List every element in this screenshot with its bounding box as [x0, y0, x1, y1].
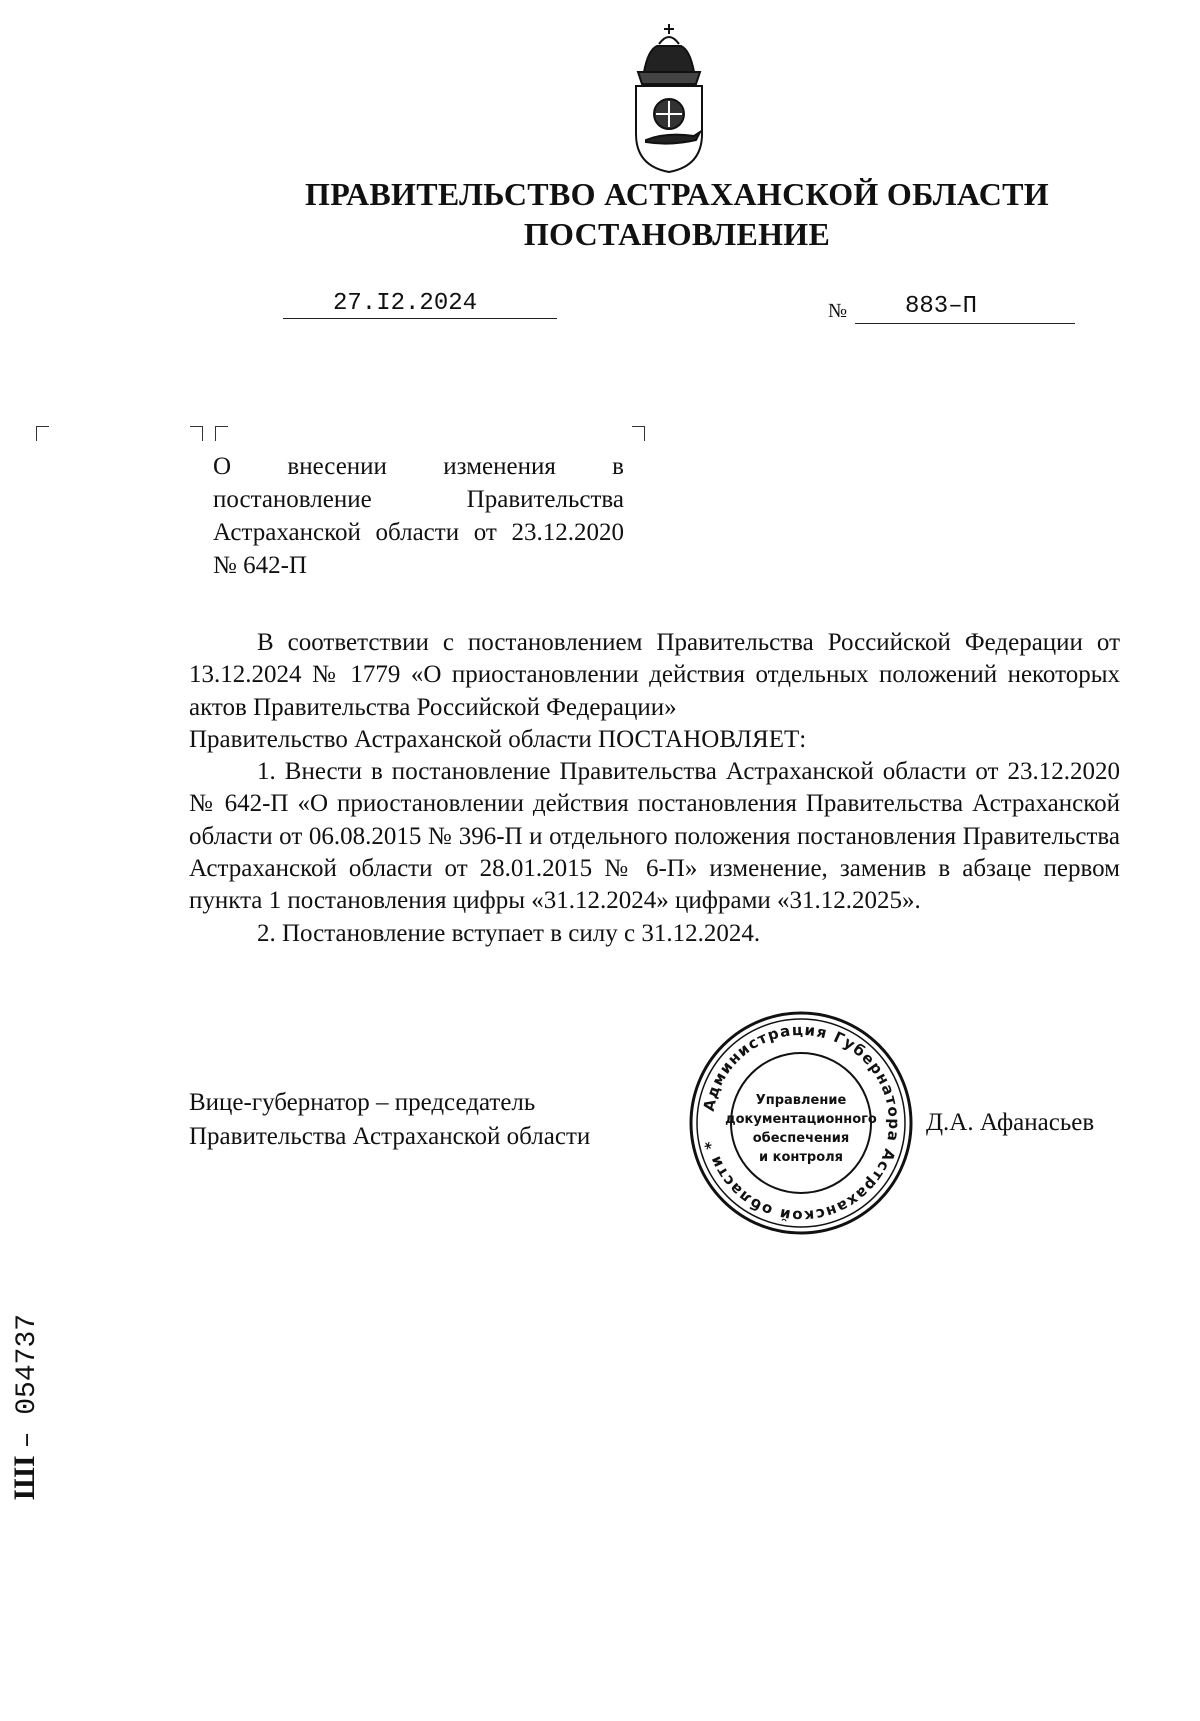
government-title: ПРАВИТЕЛЬСТВО АСТРАХАНСКОЙ ОБЛАСТИ	[305, 176, 1049, 212]
corner-mark-subject-end	[632, 426, 645, 441]
clause-2: 2. Постановление вступает в силу с 31.12.2024.	[257, 919, 761, 947]
form-serial-code: ШI – 054737	[8, 1313, 43, 1500]
preamble: В соответствии с постановлением Правительства Российской Федерации от 13.12.2024 № 1779 «О приостановлении действия отдельных положений некоторых актов Правительства Российской Федерации»	[189, 629, 1120, 721]
form-series: ШI	[8, 1455, 41, 1500]
signatory-position	[189, 1086, 590, 1154]
seal-outer-text: Администрация Губернатора Астраханской области *	[699, 1020, 904, 1226]
resolution-line: Правительство Астраханской области ПОСТАНОВЛЯЕТ:	[189, 725, 807, 753]
seal-inner-line-2: документационного	[725, 1112, 877, 1127]
seal-inner-line-4: и контроля	[758, 1150, 844, 1165]
official-seal	[687, 1009, 915, 1237]
document-subject: О внесении изменения в постановление Правительства Астраханской области от 23.12.2020 № 642-П	[213, 453, 624, 579]
date-underline	[283, 318, 557, 319]
clause-1: 1. Внести в постановление Правительства Астраханской области от 23.12.2020 № 642-П «О приостановлении действия постановления Правительства Астраханской области от 06.08.2015 № 396-П и отдельного положения постановления Правительства Астраханской области от 28.01.2015 № 6-П» изменение, заменив в абзаце первом пункта 1 постановления цифры «31.12.2024» цифрами «31.12.2025».	[189, 758, 1120, 915]
document-date: 27.I2.2024	[333, 290, 478, 317]
number-underline	[855, 323, 1075, 324]
seal-inner-line-3: обеспечения	[752, 1131, 850, 1146]
signatory-position-line-1: Вице-губернатор – председатель	[189, 1089, 536, 1116]
corner-mark-left	[36, 426, 49, 441]
signatory-position-line-2: Правительства Астраханской области	[189, 1123, 591, 1150]
document-body	[189, 627, 1120, 950]
document-number: 883–П	[905, 293, 978, 320]
document-type: ПОСТАНОВЛЕНИЕ	[523, 216, 831, 252]
corner-mark-subject-start-left	[215, 426, 228, 441]
seal-inner-line-1: Управление	[755, 1093, 847, 1108]
signatory-name: Д.А. Афанасьев	[926, 1109, 1095, 1136]
form-number: 054737	[12, 1313, 43, 1415]
number-sign: №	[828, 300, 848, 322]
coat-of-arms-emblem	[628, 22, 710, 174]
corner-mark-subject-start-right	[190, 426, 203, 441]
